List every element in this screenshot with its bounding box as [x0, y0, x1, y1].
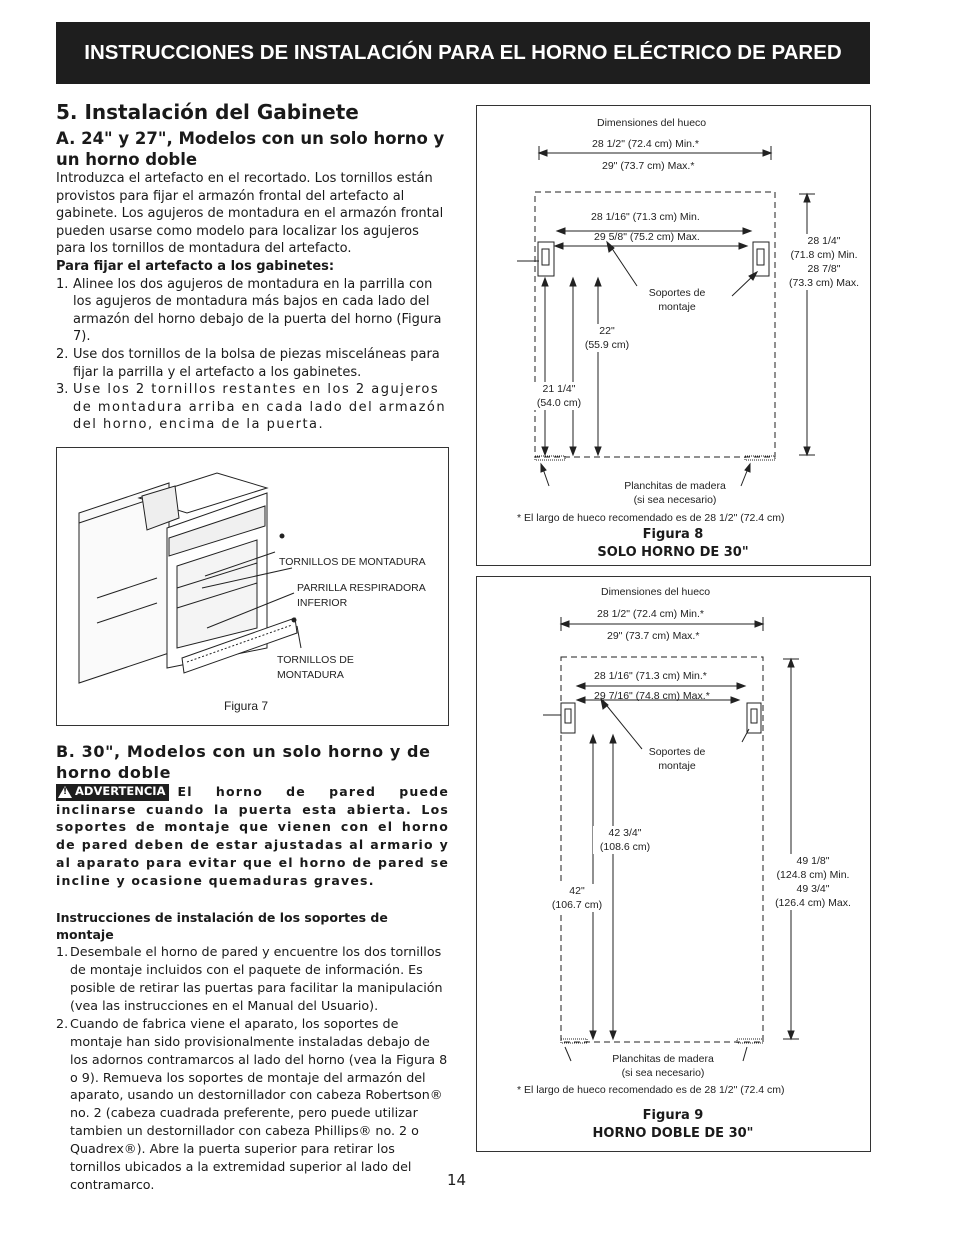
fig9-right-height: 49 1/8" (124.8 cm) Min. 49 3/4" (126.4 cm) Max.	[767, 854, 859, 910]
fig8-soportes: Soportes de montaje	[648, 287, 706, 313]
fig8-note: * El largo de hueco recomendado es de 28 1/2" (72.4 cm)	[517, 512, 785, 524]
install-heading: Instrucciones de instalación de los soportes de montaje	[56, 910, 388, 943]
fig8-h22: 22" (55.9 cm)	[577, 324, 637, 352]
warning-badge: ! ADVERTENCIA	[56, 784, 169, 801]
label-vent-b: INFERIOR	[297, 597, 348, 609]
fig9-width-min: 28 1/2" (72.4 cm) Min.*	[597, 608, 705, 620]
page-banner: INSTRUCCIONES DE INSTALACIÓN PARA EL HORNO ELÉCTRICO DE PARED	[56, 22, 870, 84]
figure-8	[476, 105, 871, 566]
fig8-h21: 21 1/4" (54.0 cm)	[529, 382, 589, 410]
list-item: 2. Use dos tornillos de la bolsa de piezas misceláneas para fijar la parrilla y el artefacto a los gabinetes.	[56, 346, 440, 380]
section-b	[56, 741, 449, 1194]
fig9-title: Dimensiones del hueco	[601, 586, 711, 598]
label-screws-a: TORNILLOS DE	[277, 654, 354, 666]
fig8-caption: Figura 8 SOLO HORNO DE 30"	[597, 527, 749, 560]
fig9-h42: 42" (106.7 cm)	[545, 884, 609, 912]
steps-a-list	[56, 276, 449, 434]
page-number: 14	[447, 1171, 467, 1189]
fig8-inner-max: 29 5/8" (75.2 cm) Max.	[594, 231, 700, 243]
subsection-a-title: A. 24" y 27", Modelos con un solo horno y un horno doble	[56, 129, 445, 169]
list-item: 3. Use los 2 tornillos restantes en los 2 agujeros de montadura arriba en cada lado del armazón del horno, encima de la puerta.	[56, 382, 447, 433]
fig9-soportes: Soportes de montaje	[648, 746, 706, 772]
steps-b-list	[56, 943, 449, 1194]
fig8-width-min: 28 1/2" (72.4 cm) Min.*	[592, 138, 700, 150]
fig9-shims: Planchitas de madera (si sea necesario)	[612, 1053, 714, 1079]
fix-heading: Para fijar el artefacto a los gabinetes:	[56, 258, 335, 274]
section-a	[56, 100, 449, 434]
label-mounting-screws: TORNILLOS DE MONTADURA	[279, 556, 426, 568]
fig9-h42a: 42 3/4" (108.6 cm)	[593, 826, 657, 854]
figure-7	[56, 447, 449, 726]
label-screws-b: MONTADURA	[277, 669, 344, 681]
label-vent-a: PARRILLA RESPIRADORA	[297, 582, 426, 594]
fig9-inner-min: 28 1/16" (71.3 cm) Min.*	[594, 670, 707, 682]
fig9-width-max: 29" (73.7 cm) Max.*	[607, 630, 700, 642]
list-item: 1. Desembale el horno de pared y encuentre los dos tornillos de montaje incluidos con el paquete de información. Es posible de retirar las puertas para facilitar la manipulación (vea las instrucciones en el Manual del Usuario).	[56, 944, 443, 1013]
fig8-right-height: 28 1/4" (71.8 cm) Min. 28 7/8" (73.3 cm) Max.	[779, 234, 869, 290]
fig8-inner-min: 28 1/16" (71.3 cm) Min.	[591, 211, 700, 223]
list-item: 2. Cuando de fabrica viene el aparato, los soportes de montaje han sido provisionalmente instaladas debajo de los adornos contramarcos al lado del horno (vea la Figura 8 o 9). Remueva los soportes de montaje del armazón del aparato, usando un destornillador con cabeza Robertson® no. 2 (cabeza cuadrada preferente, pero puede utilizar tambien un destornillador con cabeza Phillips® no. 2 o Quadrex®). Abre la puerta superior para retirar los tornillos ubicados a la extremidad superior al lado del contramarco.	[56, 1015, 448, 1192]
intro-paragraph: Introduzca el artefacto en el recortado. Los tornillos están provistos para fijar el armazón frontal del artefacto al gabinete. Los agujeros de montadura en el armazón frontal pueden usarse como modelo para localizar los agujeros para los tornillos de montadura del artefacto.	[56, 171, 444, 257]
subsection-b-title: B. 30", Modelos con un solo horno y de horno doble	[56, 742, 431, 782]
fig8-shims: Planchitas de madera (si sea necesario)	[624, 480, 726, 506]
section-title: 5. Instalación del Gabinete	[56, 100, 359, 124]
warning-icon: !	[58, 786, 72, 798]
warning-paragraph: ! ADVERTENCIA El horno de pared puede inclinarse cuando la puerta esta abierta. Los soportes de montaje que vienen con el horno de pared deben de estar ajustadas al armario y al aparato para evitar que el horno de pared se incline y ocasione quemaduras graves.	[56, 784, 449, 888]
figure-caption: Figura 7	[224, 699, 269, 713]
fig8-width-max: 29" (73.7 cm) Max.*	[602, 160, 695, 172]
fig8-title: Dimensiones del hueco	[597, 117, 707, 129]
figure-9	[476, 576, 871, 1152]
fig9-note: * El largo de hueco recomendado es de 28 1/2" (72.4 cm)	[517, 1084, 785, 1096]
fig9-inner-max: 29 7/16" (74.8 cm) Max.*	[594, 690, 710, 702]
fig9-caption: Figura 9 HORNO DOBLE DE 30"	[592, 1108, 754, 1141]
list-item: 1. Alinee los dos agujeros de montadura en la parrilla con los agujeros de montadura más bajos en cada lado del armazón del horno debajo de la puerta del horno (Figura 7).	[56, 276, 442, 345]
